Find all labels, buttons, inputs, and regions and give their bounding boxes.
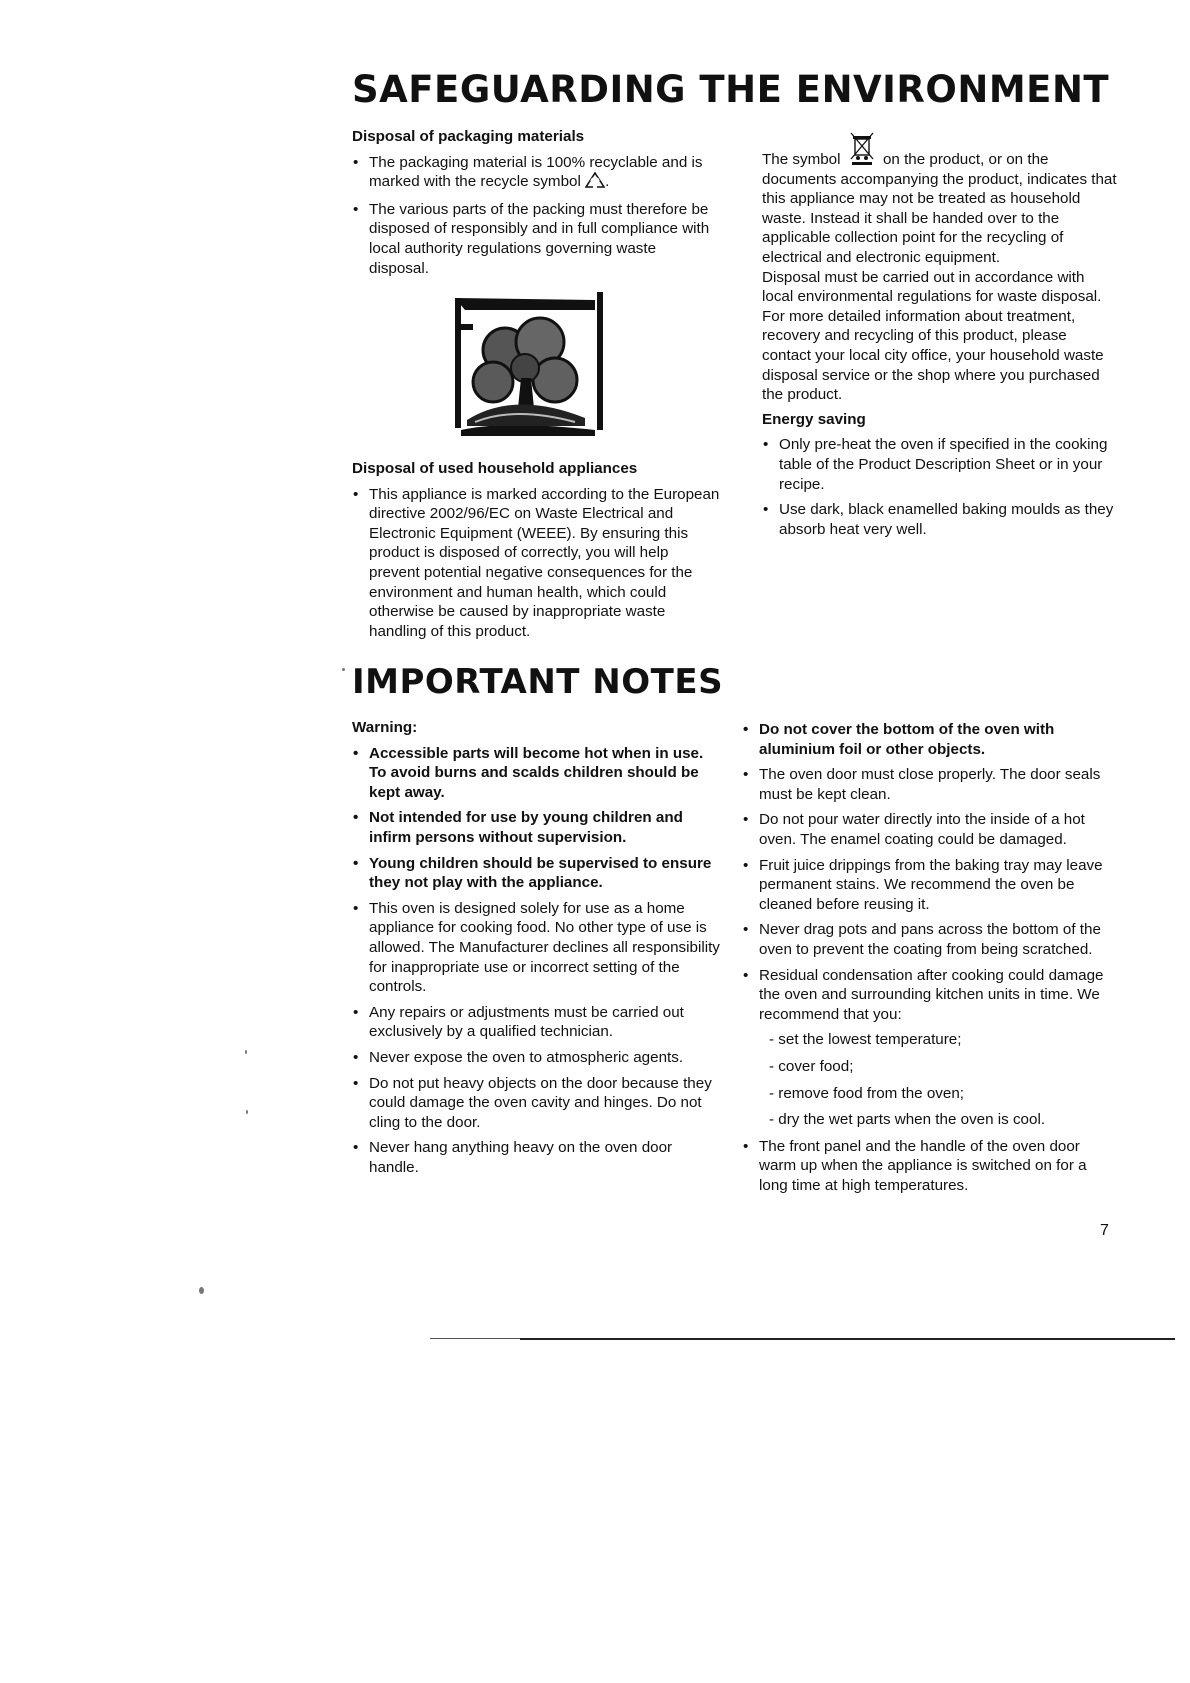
list-item: • Any repairs or adjustments must be carried out exclusively by a qualified technician. — [352, 1003, 722, 1042]
recommendation-item: - set the lowest temperature; — [769, 1031, 962, 1049]
scan-speck — [199, 1287, 204, 1294]
appliances-section — [352, 459, 722, 647]
recommendation-list — [742, 1030, 1117, 1129]
weee-section — [762, 148, 1117, 545]
page-number: 7 — [1100, 1222, 1109, 1239]
list-item: • Do not put heavy objects on the door because they could damage the oven cavity and hinges. Do not cling to the door. — [352, 1074, 722, 1133]
notes-list — [742, 720, 1117, 1024]
list-item: • Do not pour water directly into the inside of a hot oven. The enamel coating could be damaged. — [742, 810, 1117, 849]
scan-speck — [342, 668, 345, 671]
recommendation-item: - cover food; — [769, 1057, 854, 1075]
notes-right-section — [742, 720, 1117, 1201]
list-item: • Not intended for use by young children and infirm persons without supervision. — [352, 808, 722, 847]
recycle-triangle-icon — [585, 172, 605, 194]
energy-list — [762, 435, 1117, 539]
packaging-list — [352, 153, 717, 279]
warning-list — [352, 744, 722, 1178]
list-item: • Residual condensation after cooking could damage the oven and surrounding kitchen units in time. We recommend that you: — [742, 966, 1117, 1025]
list-item: • This appliance is marked according to the European directive 2002/96/EC on Waste Electrical and Electronic Equipment (WEEE). By ensuring this product is disposed of correctly, you will help prevent potential negative consequences for the environment and human health, which could otherwise be caused by inappropriate waste handling of this product. — [352, 485, 722, 642]
list-item: • Do not cover the bottom of the oven with aluminium foil or other objects. — [742, 720, 1117, 759]
page-title: SAFEGUARDING THE ENVIRONMENT — [352, 68, 1110, 111]
appliances-list — [352, 485, 722, 642]
appliances-heading: Disposal of used household appliances — [352, 460, 638, 477]
recommendation-item: - dry the wet parts when the oven is cool. — [769, 1111, 1046, 1129]
recommendation-item: - remove food from the oven; — [769, 1084, 964, 1102]
list-item: • Fruit juice drippings from the baking tray may leave permanent stains. We recommend the oven be cleaned before reusing it. — [742, 856, 1117, 915]
scan-speck — [246, 1110, 248, 1114]
energy-heading: Energy saving — [762, 410, 866, 428]
list-item: • Young children should be supervised to ensure they not play with the appliance. — [352, 854, 722, 893]
list-item: • Never drag pots and pans across the bottom of the oven to prevent the coating from being scratched. — [742, 920, 1117, 959]
packaging-section — [352, 127, 717, 284]
list-item: • Never expose the oven to atmospheric agents. — [352, 1048, 722, 1068]
scan-speck — [245, 1050, 247, 1054]
list-item: • Only pre-heat the oven if specified in the cooking table of the Product Description Sheet or in your recipe. — [762, 435, 1117, 494]
list-item: • The oven door must close properly. The door seals must be kept clean. — [742, 765, 1117, 804]
list-item: • The front panel and the handle of the oven door warm up when the appliance is switched on for a long time at high temperatures. — [742, 1137, 1117, 1196]
bottom-rule-thick — [520, 1338, 1175, 1340]
crossed-bin-icon — [847, 148, 877, 164]
list-item: • Accessible parts will become hot when in use. To avoid burns and scalds children should be kept away. — [352, 744, 722, 803]
list-item: • Use dark, black enamelled baking moulds as they absorb heat very well. — [762, 500, 1117, 539]
tree-illustration — [445, 290, 615, 445]
notes-title: IMPORTANT NOTES — [352, 662, 724, 702]
warning-section — [352, 718, 722, 1183]
weee-paragraph: The symbol on the product, or on the documents accompanying the product, indicates that this appliance may not be treated as household waste. Instead it shall be handed over to the applicable collection point for the recycling of electrical and electronic equipment. — [762, 148, 1117, 268]
weee-paragraph-3: For more detailed information about treatment, recovery and recycling of this product, please contact your local city office, your household waste disposal service or the shop where you purchased the product. — [762, 307, 1104, 404]
packaging-heading: Disposal of packaging materials — [352, 128, 585, 145]
list-item: • Never hang anything heavy on the oven door handle. — [352, 1138, 722, 1177]
list-item: • The packaging material is 100% recyclable and is marked with the recycle symbol . — [352, 153, 717, 194]
list-item: • The various parts of the packing must therefore be disposed of responsibly and in full compliance with local authority regulations governing waste disposal. — [352, 200, 717, 278]
list-item: • This oven is designed solely for use as a home appliance for cooking food. No other type of use is allowed. The Manufacturer declines all responsibility for inappropriate use or incorrect setting of the controls. — [352, 899, 722, 997]
warning-heading: Warning: — [352, 719, 418, 736]
weee-paragraph-2: Disposal must be carried out in accordance with local environmental regulations for waste disposal. — [762, 268, 1102, 306]
